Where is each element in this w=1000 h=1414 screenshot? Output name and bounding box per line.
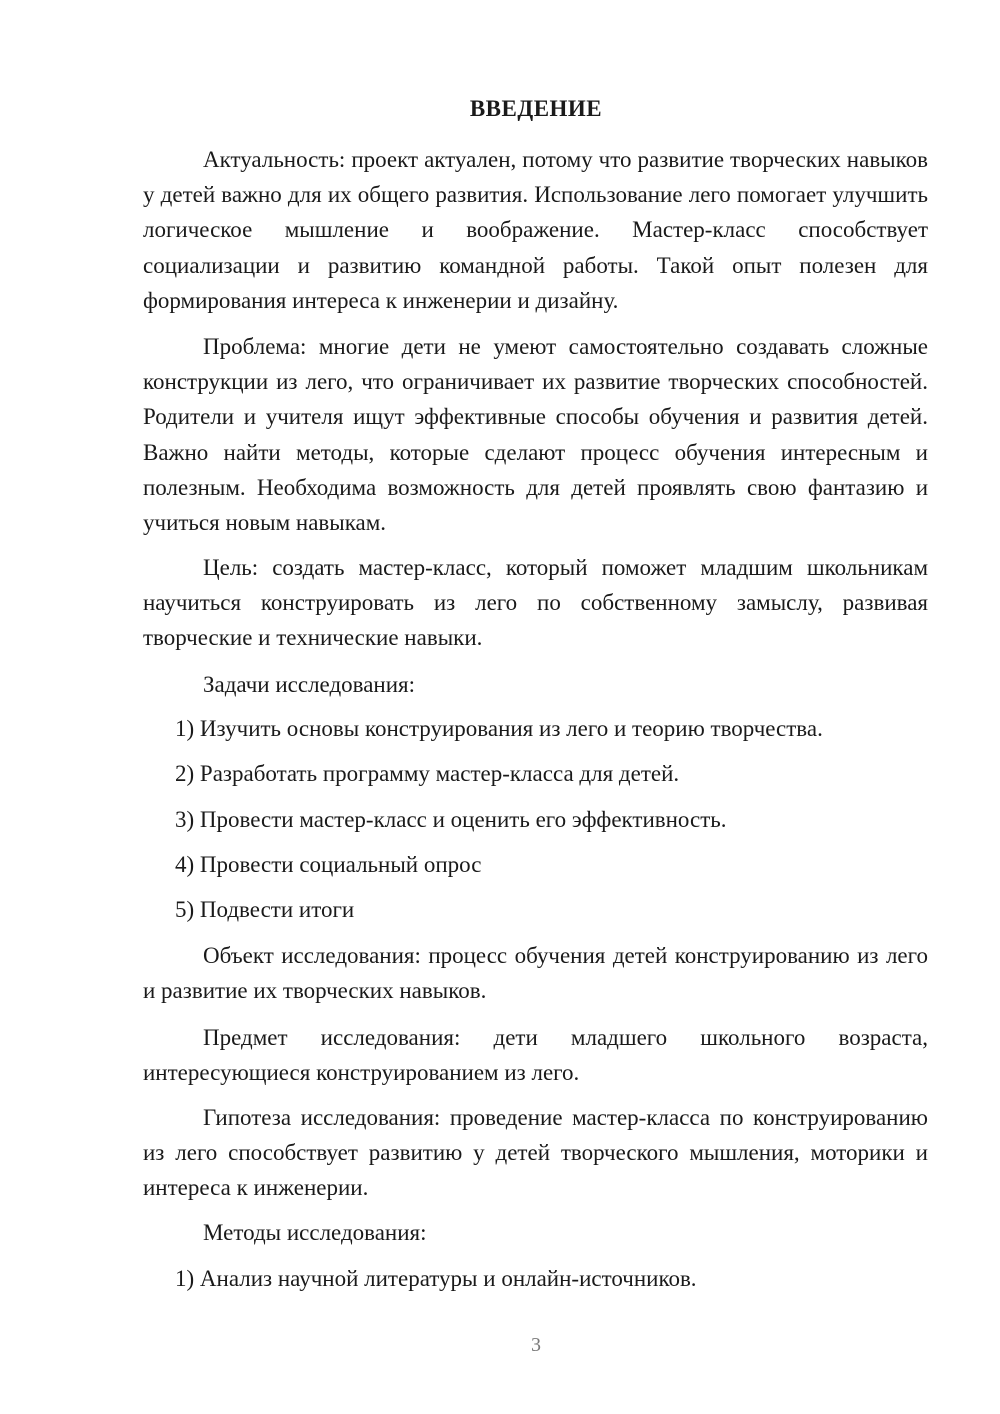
task-item-2: 2) Разработать программу мастер-класса для детей. [175,761,680,786]
paragraph-object: Объект исследования: процесс обучения детей конструированию из лего и развитие их творческих навыков. [143,943,928,1004]
paragraph-problem-block [143,329,928,540]
paragraph-hypothesis-block [143,1100,928,1206]
paragraph-goal: Цель: создать мастер-класс, который поможет младшим школьникам научиться конструировать из лего по собственному замыслу, развивая творческие и технические навыки. [143,555,928,651]
page-number: 3 [531,1334,541,1356]
paragraph-object-block [143,938,928,1008]
task-3-block [143,802,928,837]
paragraph-hypothesis: Гипотеза исследования: проведение мастер-класса по конструированию из лего способствует развитию у детей творческого мышления, моторики и интереса к инженерии. [143,1105,928,1201]
task-item-5: 5) Подвести итоги [175,897,355,922]
task-item-3: 3) Провести мастер-класс и оценить его эффективность. [175,807,727,832]
methods-heading: Методы исследования: [203,1220,427,1245]
task-5-block [143,892,928,927]
tasks-heading: Задачи исследования: [203,672,416,697]
paragraph-goal-block [143,550,928,656]
method-item-1: 1) Анализ научной литературы и онлайн-источников. [175,1266,697,1291]
task-item-4: 4) Провести социальный опрос [175,852,482,877]
paragraph-actuality-block [143,142,928,318]
task-4-block [143,847,928,882]
methods-heading-block [143,1215,928,1250]
task-item-1: 1) Изучить основы конструирования из лего и теорию творчества. [175,716,823,741]
paragraph-subject-block [143,1020,928,1090]
task-1-block [143,711,928,746]
paragraph-problem: Проблема: многие дети не умеют самостоятельно создавать сложные конструкции из лего, что ограничивает их развитие творческих способностей. Родители и учителя ищут эффективные способы обучения и развития детей. Важно найти методы, которые сделают процесс обучения интересным и полезным. Необходима возможность для детей проявлять свою фантазию и учиться новым навыкам. [143,334,928,536]
tasks-heading-block [143,667,928,702]
paragraph-subject: Предмет исследования: дети младшего школьного возраста, интересующиеся конструированием из лего. [143,1025,928,1086]
method-1-block [143,1261,928,1296]
task-2-block [143,756,928,791]
section-title: ВВЕДЕНИЕ [469,96,603,121]
paragraph-actuality: Актуальность: проект актуален, потому что развитие творческих навыков у детей важно для их общего развития. Использование лего помогает улучшить логическое мышление и воображение. Мастер-класс способствует социализации и развитию командной работы. Такой опыт полезен для формирования интереса к инженерии и дизайну. [143,147,928,313]
